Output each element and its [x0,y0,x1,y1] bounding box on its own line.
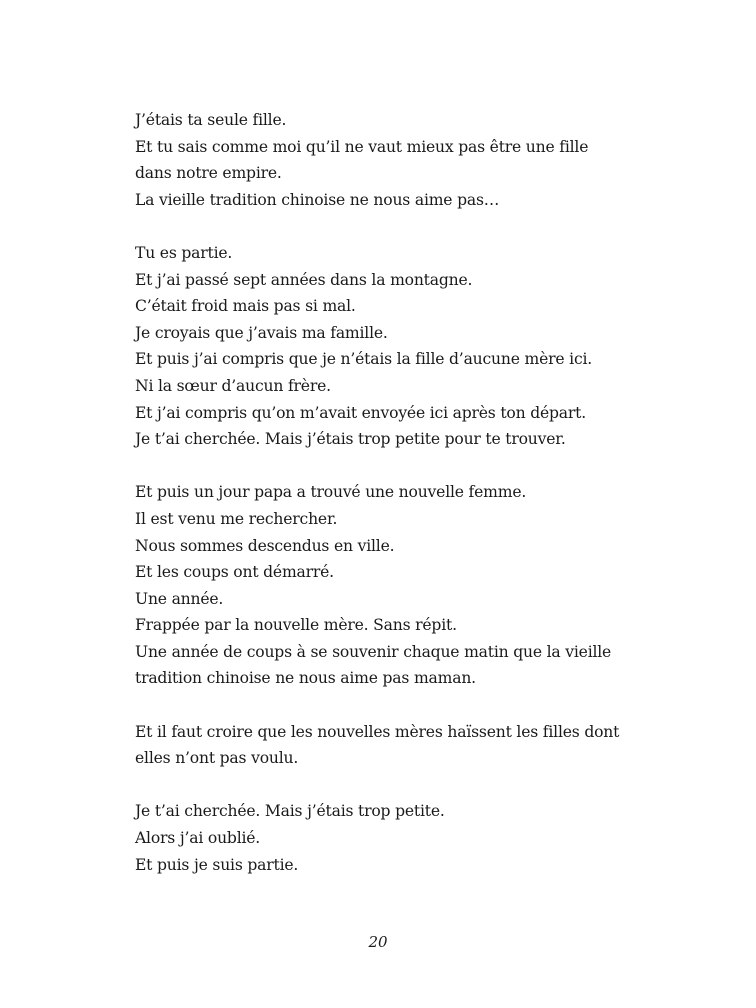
poem-line: Une année de coups à se souvenir chaque matin que la vieille [135,642,612,661]
poem-line: Et les coups ont démarré. [135,563,334,582]
poem-line: La vieille tradition chinoise ne nous aime pas… [135,190,500,209]
poem-line: Ni la sœur d’aucun frère. [135,376,331,395]
poem-text [135,107,635,905]
stanza-4 [135,719,635,772]
poem-line: Et puis je suis partie. [135,855,299,874]
poem-line: tradition chinoise ne nous aime pas maman. [135,669,476,688]
stanza-5 [135,798,635,878]
poem-line: Je croyais que j’avais ma famille. [135,323,388,342]
poem-line: Et puis j’ai compris que je n’étais la fille d’aucune mère ici. [135,350,593,369]
stanza-3 [135,479,635,692]
poem-line: Et tu sais comme moi qu’il ne vaut mieux pas être une fille [135,137,589,156]
page-number: 20 [368,933,388,951]
poem-line: Je t’ai cherchée. Mais j’étais trop petite pour te trouver. [135,430,566,449]
poem-line: Tu es partie. [135,243,233,262]
poem-line: J’étais ta seule fille. [135,111,287,129]
poem-line: Alors j’ai oublié. [135,829,261,848]
poem-line: Il est venu me rechercher. [135,509,338,528]
poem-line: Et j’ai compris qu’on m’avait envoyée ici après ton départ. [135,403,586,422]
poem-line: Frappée par la nouvelle mère. Sans répit. [135,616,457,635]
stanza-1 [135,107,635,213]
poem-line: Nous sommes descendus en ville. [135,536,395,555]
poem-line: Et puis un jour papa a trouvé une nouvelle femme. [135,483,527,502]
stanza-2 [135,240,635,453]
poem-line: elles n’ont pas voulu. [135,749,299,768]
poem-line: Je t’ai cherchée. Mais j’étais trop petite. [135,802,445,821]
poem-line: C’était froid mais pas si mal. [135,297,356,316]
poem-line: Une année. [135,589,224,608]
poem-line: Et j’ai passé sept années dans la montagne. [135,270,473,289]
poem-line: dans notre empire. [135,164,282,183]
poem-line: Et il faut croire que les nouvelles mères haïssent les filles dont [135,722,620,741]
